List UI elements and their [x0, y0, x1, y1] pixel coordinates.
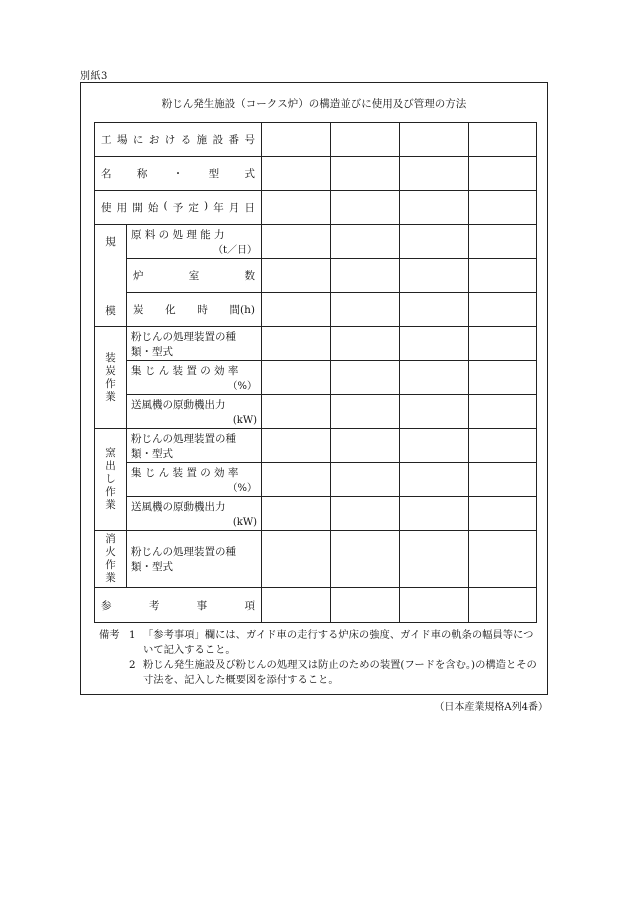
- discharging-group-char: 窯: [105, 447, 116, 459]
- data-cell[interactable]: [469, 293, 537, 327]
- table-row: [95, 157, 537, 191]
- name-type-char: 式: [244, 168, 255, 180]
- note-number: 1: [129, 629, 136, 641]
- charging-treat-line2: 類・型式: [131, 345, 173, 358]
- start-date-char: 年: [213, 202, 224, 214]
- data-cell[interactable]: [469, 123, 537, 157]
- notes: [99, 628, 539, 688]
- data-cell[interactable]: [331, 191, 400, 225]
- notes-head: 備考: [99, 629, 120, 641]
- factory-no-char: る: [180, 134, 192, 146]
- reference-char: 事: [196, 599, 208, 612]
- start-date-char: ): [203, 200, 209, 212]
- table-row: [95, 497, 537, 531]
- charging-eff-label: [127, 361, 262, 395]
- discharging-treat-line1: 粉じんの処理装置の種: [131, 432, 236, 445]
- charging-eff-line1: 集 じ ん 装 置 の 効 率: [131, 364, 239, 377]
- discharging-fan-label: [127, 497, 262, 531]
- data-cell[interactable]: [400, 395, 469, 429]
- factory-no-char: 設: [212, 134, 224, 146]
- discharging-eff-line2: （%）: [227, 482, 257, 494]
- quenching-treat-line1: 粉じんの処理装置の種: [131, 546, 236, 558]
- data-cell[interactable]: [262, 225, 331, 259]
- charging-eff-line2: （%）: [227, 380, 257, 392]
- factory-no-label: [95, 123, 262, 157]
- factory-no-char: け: [164, 134, 176, 146]
- table-row: [95, 327, 537, 361]
- data-cell[interactable]: [469, 497, 537, 531]
- data-cell[interactable]: [400, 327, 469, 361]
- start-date-char: 日: [244, 202, 255, 214]
- discharging-fan-line1: 送風機の原動機出力: [131, 500, 226, 513]
- quenching-group-char: 業: [105, 572, 116, 584]
- note-number: 2: [129, 659, 136, 671]
- data-cell[interactable]: [331, 123, 400, 157]
- start-date-char: 用: [116, 202, 128, 214]
- name-type-label: [95, 157, 262, 191]
- data-cell[interactable]: [331, 327, 400, 361]
- discharging-group-char: 作: [105, 486, 116, 498]
- start-date-char: 月: [228, 202, 240, 214]
- quenching-treat-line2: 類・型式: [131, 561, 173, 573]
- data-cell[interactable]: [331, 463, 400, 497]
- data-cell[interactable]: [331, 361, 400, 395]
- start-date-label: [95, 191, 262, 225]
- discharging-group-char: 業: [105, 499, 116, 511]
- factory-no-char: お: [148, 134, 160, 146]
- data-cell[interactable]: [262, 429, 331, 463]
- data-cell[interactable]: [469, 191, 537, 225]
- data-cell[interactable]: [331, 429, 400, 463]
- start-date-char: 使: [101, 202, 112, 214]
- start-date-char: 予: [172, 202, 184, 214]
- start-date-char: 開: [132, 202, 143, 214]
- table-row: [95, 361, 537, 395]
- name-type-char: 称: [136, 168, 148, 180]
- scale-group-top: 規: [105, 235, 116, 248]
- reference-char: 参: [101, 599, 112, 612]
- data-cell[interactable]: [262, 395, 331, 429]
- data-cell[interactable]: [262, 497, 331, 531]
- data-cell[interactable]: [469, 259, 537, 293]
- charging-group-label: [95, 327, 127, 429]
- data-cell[interactable]: [469, 225, 537, 259]
- data-cell[interactable]: [469, 395, 537, 429]
- charging-group-char: 作: [105, 377, 116, 390]
- data-cell[interactable]: [400, 123, 469, 157]
- discharging-group-char: 出: [105, 460, 116, 472]
- table-row: [95, 429, 537, 463]
- data-cell[interactable]: [400, 259, 469, 293]
- name-type-char: 名: [101, 168, 112, 180]
- data-cell[interactable]: [400, 225, 469, 259]
- data-cell[interactable]: [400, 531, 469, 588]
- table-row: [95, 259, 537, 293]
- factory-no-char: 番: [228, 134, 239, 146]
- data-cell[interactable]: [469, 463, 537, 497]
- paper-standard: （日本産業規格A列4番）: [434, 702, 548, 713]
- quenching-treat-label: [127, 531, 262, 588]
- data-cell[interactable]: [331, 531, 400, 588]
- quenching-group-label: [95, 531, 127, 588]
- carbonize-time-label: [127, 293, 262, 327]
- reference-label: [95, 588, 262, 623]
- discharging-treat-line2: 類・型式: [131, 447, 173, 460]
- chambers-char: 数: [244, 270, 255, 282]
- data-cell[interactable]: [262, 327, 331, 361]
- discharging-eff-label: [127, 463, 262, 497]
- data-cell[interactable]: [262, 531, 331, 588]
- data-cell[interactable]: [400, 361, 469, 395]
- data-cell[interactable]: [331, 588, 400, 623]
- scale-group-bottom: 模: [105, 304, 116, 317]
- data-cell[interactable]: [469, 361, 537, 395]
- carbonize-time-char: 間(h): [229, 304, 255, 316]
- carbonize-time-char: 化: [165, 304, 176, 316]
- capacity-label-line1: 原 料 の 処 理 能 力: [131, 228, 225, 241]
- table-row: [95, 191, 537, 225]
- data-cell[interactable]: [400, 463, 469, 497]
- data-cell[interactable]: [262, 157, 331, 191]
- start-date-char: 定: [188, 202, 199, 214]
- note-text: 粉じん発生施設及び粉じんの処理又は防止のための装置(フードを含む。)の構造とその寸法を、記入した概要図を添付すること。: [143, 659, 537, 686]
- charging-fan-line2: (kW): [232, 414, 257, 426]
- data-cell[interactable]: [400, 293, 469, 327]
- data-cell[interactable]: [262, 361, 331, 395]
- capacity-label-line2: （t／日）: [212, 244, 257, 256]
- data-cell[interactable]: [262, 463, 331, 497]
- data-cell[interactable]: [400, 497, 469, 531]
- data-cell[interactable]: [469, 588, 537, 623]
- carbonize-time-char: 時: [197, 304, 208, 316]
- data-cell[interactable]: [331, 293, 400, 327]
- data-cell[interactable]: [400, 429, 469, 463]
- data-cell[interactable]: [331, 395, 400, 429]
- table-row: [95, 588, 537, 623]
- discharging-group-char: し: [105, 473, 116, 485]
- table-row: [95, 395, 537, 429]
- charging-fan-line1: 送風機の原動機出力: [131, 398, 226, 411]
- table-row: [95, 531, 537, 588]
- charging-group-char: 炭: [105, 364, 116, 377]
- start-date-char: (: [163, 200, 168, 212]
- data-cell[interactable]: [469, 531, 537, 588]
- data-cell[interactable]: [331, 497, 400, 531]
- discharging-eff-line1: 集 じ ん 装 置 の 効 率: [131, 466, 239, 479]
- factory-no-char: に: [132, 134, 144, 146]
- charging-treat-label: [127, 327, 262, 361]
- chambers-label: [127, 259, 262, 293]
- factory-no-char: 施: [196, 134, 208, 146]
- table-row: [95, 123, 537, 157]
- note-text: 「参考事項」欄には、ガイド車の走行する炉床の強度、ガイド車の軌条の幅員等について記入すること。: [143, 629, 534, 656]
- start-date-char: 始: [147, 202, 159, 214]
- name-type-char: ・: [172, 168, 184, 180]
- quenching-group-char: 作: [105, 559, 116, 571]
- table-row: [95, 225, 537, 259]
- data-cell[interactable]: [262, 588, 331, 623]
- quenching-group-char: 消: [105, 533, 116, 545]
- form-id: 別紙3: [80, 71, 108, 82]
- data-cell[interactable]: [331, 225, 400, 259]
- data-cell[interactable]: [262, 259, 331, 293]
- data-cell[interactable]: [400, 157, 469, 191]
- charging-fan-label: [127, 395, 262, 429]
- factory-no-char: 号: [244, 134, 255, 146]
- discharging-treat-label: [127, 429, 262, 463]
- data-cell[interactable]: [469, 157, 537, 191]
- table-row: [95, 463, 537, 497]
- data-cell[interactable]: [469, 429, 537, 463]
- chambers-char: 炉: [133, 270, 144, 282]
- scale-group-label: [95, 225, 127, 327]
- data-cell[interactable]: [400, 588, 469, 623]
- form-frame: [80, 82, 548, 695]
- discharging-fan-line2: (kW): [232, 516, 257, 528]
- factory-no-char: 工: [101, 134, 112, 146]
- data-cell[interactable]: [331, 157, 400, 191]
- discharging-group-label: [95, 429, 127, 531]
- charging-group-char: 業: [105, 390, 116, 403]
- factory-no-char: 場: [116, 134, 128, 146]
- facility-table: [94, 122, 537, 623]
- table-row: [95, 293, 537, 327]
- form-title: 粉じん発生施設（コークス炉）の構造並びに使用及び管理の方法: [161, 98, 467, 110]
- reference-char: 項: [244, 599, 255, 612]
- data-cell[interactable]: [331, 259, 400, 293]
- charging-group-char: 装: [105, 351, 116, 364]
- carbonize-time-char: 炭: [133, 304, 144, 316]
- data-cell[interactable]: [400, 191, 469, 225]
- data-cell[interactable]: [262, 191, 331, 225]
- charging-treat-line1: 粉じんの処理装置の種: [131, 330, 236, 343]
- data-cell[interactable]: [262, 123, 331, 157]
- capacity-label: [127, 225, 262, 259]
- name-type-char: 型: [208, 168, 220, 180]
- chambers-char: 室: [188, 270, 200, 282]
- data-cell[interactable]: [469, 327, 537, 361]
- reference-char: 考: [148, 599, 160, 612]
- quenching-group-char: 火: [105, 546, 116, 558]
- data-cell[interactable]: [262, 293, 331, 327]
